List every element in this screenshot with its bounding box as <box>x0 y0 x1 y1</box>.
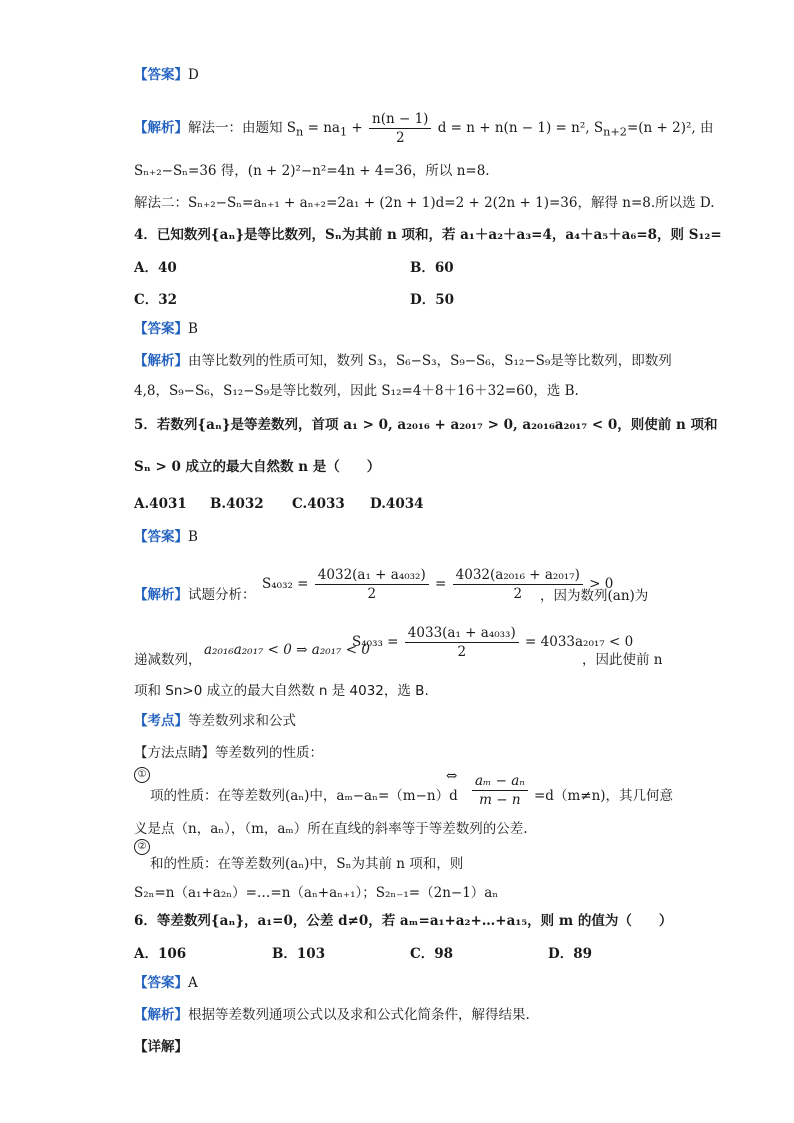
q5-option-c: C.4033 <box>292 496 345 512</box>
q5-option-a: A.4031 <box>134 496 187 512</box>
circle-two-marker: ② <box>134 838 152 855</box>
q3-sol1-fraction: $\frac{n(n - 1)}{2}$ <box>369 110 431 147</box>
q3-answer <box>134 64 684 86</box>
q5-option-d: D.4034 <box>370 496 424 512</box>
q5-analysis-text-2: 递减数列， <box>134 652 202 668</box>
q5-property-2a: 和的性质：在等差数列(aₙ)中，Sₙ为其前 n 项和，则 <box>150 856 464 872</box>
q6-stem: 6．等差数列{aₙ}，a₁=0，公差 d≠0，若 aₘ=a₁+a₂+…+a₁₅，则 m 的值为（ ） <box>134 913 673 929</box>
q3-solution-2: 解法二：Sₙ₊₂−Sₙ=aₙ₊₁ + aₙ₊₂=2a₁ + (2n + 1)d=2 + 2(2n + 1)=36，解得 n=8.所以选 D. <box>134 195 715 211</box>
q5-property-2b: S₂ₙ=n（a₁+a₂ₙ）=…=n（aₙ+aₙ₊₁）；S₂ₙ₋₁=（2n−1）aₙ <box>134 885 499 901</box>
q5-property-1b: =d（m≠n)，其几何意 <box>534 788 674 804</box>
answer-tag: 【答案】 <box>134 67 188 83</box>
q4-analysis-2: 4,8，S₉−S₆，S₁₂−S₉是等比数列，因此 S₁₂=4＋8＋16＋32=60，选 B. <box>134 383 579 399</box>
q5-stem-1: 5．若数列{aₙ}是等差数列，首项 a₁ > 0, a₂₀₁₆ + a₂₀₁₇ > 0, a₂₀₁₆a₂₀₁₇ < 0，则使前 n 项和 <box>134 417 718 433</box>
q5-property-1c: 义是点（n，aₙ），（m，aₘ）所在直线的斜率等于等差数列的公差. <box>134 821 528 837</box>
q5-analysis-text-4: 项和 Sn>0 成立的最大自然数 n 是 4032，选 B. <box>134 683 429 699</box>
q5-property-1-fraction: $\frac{\text{aₘ − aₙ}}{m - n}$ <box>470 772 530 809</box>
q4-option-d: D．50 <box>410 292 454 308</box>
q4-answer: 【答案】B <box>134 321 198 337</box>
iff-symbol: ⇔ <box>446 768 458 784</box>
q3-solution-1b: Sₙ₊₂−Sₙ=36 得，(n + 2)²−n²=4n + 4=36，所以 n=8. <box>134 163 490 179</box>
q6-detail: 【详解】 <box>134 1039 188 1055</box>
q6-option-c: C．98 <box>410 946 454 962</box>
q5-formula-s4033: S₄₀₃₃ = $\frac{\text{4033(a₁ + a₄₀₃₃)}}{2}$ = 4033a₂₀₁₇ < 0 <box>352 625 634 660</box>
q5-property-1a: 项的性质：在等差数列(aₙ)中，aₘ−aₙ=（m−n）d <box>150 788 458 804</box>
q3-solution-1: 【解析】解法一：由题知 $S_n = na_1$ + $\frac{n(n - 1)}{2}$ d = n + n(n − 1) = n², $S_{n+2}=(n + 2)^2$, 由 <box>134 111 714 146</box>
q4-analysis-1: 【解析】由等比数列的性质可知，数列 S₃，S₆−S₃，S₉−S₆，S₁₂−S₉是等比数列，即数列 <box>134 353 672 369</box>
circle-one-marker: ① <box>134 766 152 783</box>
q6-answer: 【答案】A <box>134 975 198 991</box>
q5-analysis-text-3: ，因此使前 n <box>582 652 663 668</box>
q6-answer-value: A <box>188 975 198 991</box>
q3-answer-value: D <box>188 67 199 83</box>
q4-option-c: C．32 <box>134 292 178 308</box>
q6-analysis: 【解析】根据等差数列通项公式以及求和公式化简条件，解得结果. <box>134 1007 530 1023</box>
q5-option-b: B.4032 <box>210 496 264 512</box>
q4-stem: 4．已知数列{aₙ}是等比数列，Sₙ为其前 n 项和，若 a₁＋a₂＋a₃=4，a₄＋a₅＋a₆=8，则 S₁₂= <box>134 227 722 243</box>
q4-answer-value: B <box>188 321 198 337</box>
q4-option-a: A．40 <box>134 260 177 276</box>
q3-sol1-text-c: d = n + n(n − 1) = n², S <box>437 120 604 136</box>
q5-answer: 【答案】B <box>134 529 198 545</box>
q6-option-d: D．89 <box>548 946 592 962</box>
q6-option-a: A．106 <box>134 946 187 962</box>
q5-formula-implication: a₂₀₁₆a₂₀₁₇ < 0 ⇒ a₂₀₁₇ < 0 <box>204 642 370 658</box>
q4-option-b: B．60 <box>410 260 454 276</box>
q3-sol1-text-a: 解法一：由题知 S <box>188 120 297 136</box>
q5-kaodian: 【考点】等差数列求和公式 <box>134 713 296 729</box>
q5-formula-s4032: S₄₀₃₂ = $\frac{\text{4032(a₁ + a₄₀₃₂)}}{2}$ = $\frac{\text{4032(a₂₀₁₆ + a₂₀₁₇)}}{2}$ > 0 <box>262 567 614 602</box>
q6-option-b: B．103 <box>272 946 326 962</box>
q5-analysis-text-1: ，因为数列(an)为 <box>540 588 649 604</box>
q5-answer-value: B <box>188 529 198 545</box>
q5-stem-2: Sₙ > 0 成立的最大自然数 n 是（ ） <box>134 459 381 475</box>
q5-method: 【方法点睛】等差数列的性质： <box>134 745 323 761</box>
q3-sol1-text-b: = na <box>307 120 340 136</box>
analysis-tag: 【解析】 <box>134 120 188 136</box>
q5-analysis-label: 【解析】试题分析： <box>134 587 256 603</box>
q3-sol1-text-d: =(n + 2)², 由 <box>626 120 714 136</box>
